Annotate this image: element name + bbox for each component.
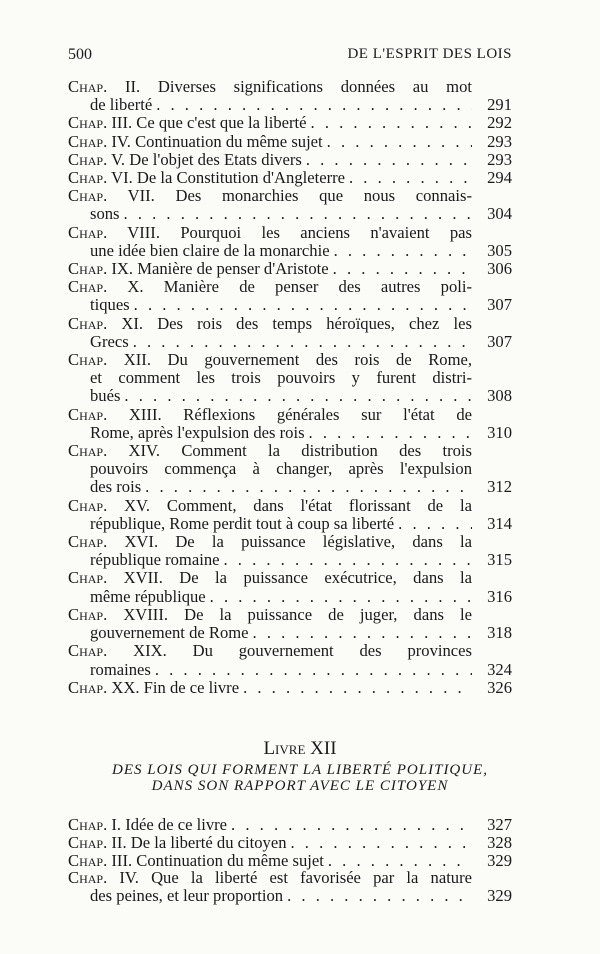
toc-line-text (68, 186, 472, 205)
chapter-number: XIV. (128, 441, 161, 461)
chapter-number: III. (111, 850, 133, 870)
toc-line (68, 242, 512, 260)
page-reference: 329 (487, 886, 512, 906)
chapter-label: Chap. (68, 815, 108, 834)
chapter-title-text: Continuation du même sujet (136, 850, 324, 870)
chapter-title-text: sons (90, 204, 120, 224)
page-reference: 308 (487, 386, 512, 406)
toc-line (68, 278, 512, 296)
toc-line (68, 133, 512, 151)
chapter-number: XIII. (128, 404, 162, 424)
page-reference: 315 (487, 550, 512, 570)
chapter-title-text: Diverses significations données au mot (157, 77, 472, 96)
chapter-title-text: romaines (90, 659, 151, 679)
dot-leader (398, 515, 472, 533)
toc-entry (68, 260, 512, 278)
toc-line (68, 205, 512, 223)
chapter-title-text: Rome, après l'expulsion des rois (90, 422, 305, 442)
chapter-title-text: Ce que c'est que la liberté (136, 113, 307, 133)
toc-line-text (90, 242, 330, 260)
toc-line (68, 224, 512, 242)
toc-line (68, 887, 512, 905)
chapter-label: Chap. (68, 313, 108, 333)
toc-entry (68, 187, 512, 223)
chapter-title-text: De la puissance de juger, dans le (184, 604, 472, 624)
toc-line (68, 460, 512, 478)
toc-line-text (90, 515, 394, 533)
toc-line-text (68, 834, 287, 852)
chapter-number: XX. (111, 677, 140, 697)
chapter-title-text: Grecs (90, 331, 129, 351)
dot-leader (134, 296, 472, 314)
chapter-number: VI. (111, 168, 133, 188)
toc-line (68, 624, 512, 642)
chapter-title-text: Réflexions générales sur l'état de (183, 404, 472, 424)
toc-line (68, 642, 512, 660)
toc-line (68, 497, 512, 515)
chapter-title-text: des rois (90, 477, 142, 497)
toc-line (68, 834, 512, 852)
chapter-label: Chap. (68, 350, 108, 370)
toc-entry (68, 151, 512, 169)
chapter-number: VII. (127, 186, 155, 206)
chapter-label: Chap. (68, 641, 108, 661)
chapter-number: XVI. (124, 532, 159, 552)
chapter-title-text: Des monarchies que nous connais- (175, 186, 472, 206)
toc-line-text (68, 868, 472, 887)
book-subtitle (0, 762, 600, 794)
toc-line-text (90, 296, 130, 314)
toc-entry (68, 852, 512, 870)
toc-line (68, 679, 512, 697)
chapter-number: IV. (111, 131, 131, 151)
chapter-number: XVII. (123, 568, 163, 588)
toc-entry (68, 834, 512, 852)
toc-line (68, 333, 512, 351)
chapter-title-text: Comment, dans l'état florissant de la (166, 495, 472, 515)
chapter-label: Chap. (68, 495, 108, 515)
page-reference: 306 (487, 259, 512, 279)
chapter-title-text: De la Constitution d'Angleterre (136, 168, 345, 188)
page-reference: 293 (487, 131, 512, 151)
chapter-label: Chap. (68, 77, 108, 96)
chapter-title-text: Que la liberté est favorisée par la nature (151, 868, 472, 888)
subtitle-line: DES LOIS QUI FORMENT LA LIBERTÉ POLITIQUE, (111, 762, 489, 778)
toc-line-text (68, 114, 307, 132)
chapter-label: Chap. (68, 868, 108, 888)
dot-leader (311, 114, 472, 132)
chapter-title-text: De la puissance législative, dans la (175, 532, 472, 552)
chapter-title-text: des peines, et leur proportion (90, 886, 284, 906)
chapter-label: Chap. (68, 568, 108, 588)
toc-line (68, 478, 512, 496)
toc-line (68, 315, 512, 333)
toc-line-text (68, 441, 472, 460)
chapter-number: IV. (119, 868, 139, 888)
toc-line-text (90, 887, 283, 905)
page-reference: 329 (487, 850, 512, 870)
chapter-title-text: de liberté (90, 95, 153, 115)
toc-line-text (68, 350, 472, 369)
chapter-label: Chap. (68, 441, 108, 461)
chapter-title-text: Du gouvernement des provinces (192, 641, 472, 661)
chapter-number: I. (111, 815, 122, 834)
chapter-number: IX. (111, 259, 134, 279)
chapter-label: Chap. (68, 277, 108, 297)
toc-entry (68, 169, 512, 187)
toc-entry (68, 133, 512, 151)
toc-line-text (68, 314, 472, 333)
page-reference: 292 (487, 113, 512, 133)
page-reference: 326 (487, 677, 512, 697)
chapter-number: VIII. (127, 222, 160, 242)
chapter-title-text: une idée bien claire de la monarchie (90, 240, 330, 260)
page-reference: 307 (487, 295, 512, 315)
dot-leader (231, 816, 472, 834)
dot-leader (306, 151, 472, 169)
book-heading (0, 738, 600, 760)
dot-leader (327, 133, 472, 151)
chapter-label: Chap. (68, 832, 108, 852)
chapter-number: XIX. (133, 641, 167, 661)
toc-line (68, 151, 512, 169)
chapter-label: Chap. (68, 131, 108, 151)
dot-leader (349, 169, 472, 187)
toc-line (68, 424, 512, 442)
page-reference: 316 (487, 586, 512, 606)
chapter-title-text: De la puissance exécutrice, dans la (179, 568, 472, 588)
toc-line (68, 369, 512, 387)
dot-leader (124, 205, 472, 223)
toc-entry (68, 406, 512, 442)
chapter-label: Chap. (68, 532, 108, 552)
chapter-title-text: et comment les trois pouvoirs y furent distri- (90, 368, 472, 388)
toc-entry (68, 679, 512, 697)
chapter-title-text: Pourquoi les anciens n'avaient pas (180, 222, 472, 242)
chapter-title-text: Du gouvernement des rois de Rome, (167, 350, 472, 370)
table-of-contents-book-11 (68, 78, 512, 697)
toc-line-text (68, 77, 472, 96)
chapter-title-text: république romaine (90, 550, 220, 570)
toc-line-text (68, 568, 472, 587)
chapter-label: Chap. (68, 149, 108, 169)
chapter-label: Chap. (68, 186, 108, 206)
chapter-number: V. (111, 149, 126, 169)
chapter-label: Chap. (68, 259, 108, 279)
running-title: DE L'ESPRIT DES LOIS (347, 46, 512, 62)
toc-line (68, 661, 512, 679)
chapter-number: III. (111, 113, 133, 133)
toc-line (68, 260, 512, 278)
toc-entry (68, 816, 512, 834)
page-header (68, 46, 512, 68)
chapter-number: XII. (123, 350, 151, 370)
toc-entry (68, 533, 512, 569)
chapter-label: Chap. (68, 222, 108, 242)
chapter-title-text: Idée de ce livre (125, 815, 228, 834)
toc-line-text (68, 133, 323, 151)
toc-entry (68, 497, 512, 533)
toc-line-text (68, 532, 472, 551)
chapter-number: XI. (121, 313, 144, 333)
chapter-title-text: pouvoirs commença à changer, après l'expulsion (90, 459, 472, 479)
toc-entry (68, 315, 512, 351)
dot-leader (124, 387, 472, 405)
dot-leader (210, 588, 472, 606)
toc-entry (68, 642, 512, 678)
dot-leader (287, 887, 472, 905)
chapter-title-text: tiques (90, 295, 130, 315)
toc-line (68, 515, 512, 533)
toc-line (68, 569, 512, 587)
dot-leader (334, 242, 472, 260)
chapter-title-text: Manière de penser d'Aristote (137, 259, 329, 279)
chapter-label: Chap. (68, 113, 108, 133)
toc-line-text (90, 205, 120, 223)
toc-line (68, 606, 512, 624)
toc-line-text (68, 641, 472, 660)
toc-line-text (68, 260, 329, 278)
page-reference: 318 (487, 623, 512, 643)
toc-line-text (68, 496, 472, 515)
toc-line (68, 78, 512, 96)
toc-line-text (68, 151, 302, 169)
dot-leader (253, 624, 472, 642)
toc-line-text (68, 405, 472, 424)
toc-entry (68, 442, 512, 497)
toc-line-text (90, 624, 249, 642)
page-reference: 294 (487, 168, 512, 188)
dot-leader (243, 679, 472, 697)
toc-line-text (68, 169, 345, 187)
toc-line-text (68, 277, 472, 296)
dot-leader (155, 661, 472, 679)
book-label: Livre (263, 738, 306, 759)
chapter-title-text: Comment la distribution des trois (181, 441, 472, 461)
toc-line (68, 387, 512, 405)
dot-leader (309, 424, 472, 442)
toc-entry (68, 606, 512, 642)
toc-line (68, 852, 512, 870)
toc-line-text (90, 661, 151, 679)
toc-line-text (90, 96, 152, 114)
book-number: XII (310, 738, 337, 759)
toc-line-text (90, 387, 120, 405)
chapter-number: XV. (124, 495, 151, 515)
dot-leader (223, 551, 472, 569)
page-reference: 307 (487, 331, 512, 351)
chapter-number: II. (124, 77, 141, 96)
toc-entry (68, 78, 512, 114)
chapter-title-text: Manière de penser des autres poli- (163, 277, 472, 297)
chapter-title-text: république, Rome perdit tout à coup sa liberté (90, 513, 395, 533)
toc-entry (68, 569, 512, 605)
toc-line (68, 588, 512, 606)
chapter-title-text: De la liberté du citoyen (130, 832, 287, 852)
toc-line (68, 869, 512, 887)
dot-leader (145, 478, 472, 496)
chapter-number: II. (111, 832, 127, 852)
toc-line-text (90, 459, 472, 478)
chapter-title-text: bués (90, 386, 121, 406)
toc-entry (68, 869, 512, 905)
dot-leader (333, 260, 472, 278)
toc-entry (68, 224, 512, 260)
toc-line-text (68, 816, 227, 834)
dot-leader (133, 333, 472, 351)
page-reference: 324 (487, 659, 512, 679)
page-reference: 314 (487, 513, 512, 533)
toc-line-text (90, 368, 472, 387)
page-reference: 312 (487, 477, 512, 497)
toc-line (68, 169, 512, 187)
page-reference: 327 (487, 815, 512, 834)
page-reference: 328 (487, 832, 512, 852)
toc-line (68, 533, 512, 551)
toc-line (68, 296, 512, 314)
toc-line-text (68, 605, 472, 624)
toc-line-text (90, 478, 141, 496)
table-of-contents-book-12 (68, 816, 512, 905)
toc-line (68, 406, 512, 424)
page-reference: 291 (487, 95, 512, 115)
toc-line-text (90, 551, 219, 569)
chapter-title-text: Continuation du même sujet (135, 131, 323, 151)
toc-line-text (68, 679, 239, 697)
dot-leader (291, 834, 473, 852)
page-number: 500 (68, 46, 92, 63)
chapter-title-text: gouvernement de Rome (90, 623, 249, 643)
toc-line (68, 96, 512, 114)
dot-leader (328, 852, 472, 870)
toc-line-text (90, 588, 206, 606)
toc-line (68, 351, 512, 369)
chapter-label: Chap. (68, 677, 108, 697)
chapter-label: Chap. (68, 168, 108, 188)
subtitle-line: DANS SON RAPPORT AVEC LE CITOYEN (151, 778, 449, 794)
toc-line (68, 551, 512, 569)
chapter-number: XVIII. (123, 604, 169, 624)
toc-line-text (68, 223, 472, 242)
toc-line-text (90, 333, 129, 351)
chapter-label: Chap. (68, 604, 108, 624)
toc-line (68, 816, 512, 834)
toc-line-text (90, 424, 305, 442)
chapter-title-text: Fin de ce livre (143, 677, 240, 697)
page-reference: 293 (487, 149, 512, 169)
toc-line-text (68, 852, 324, 870)
toc-entry (68, 114, 512, 132)
chapter-label: Chap. (68, 404, 108, 424)
page-reference: 310 (487, 422, 512, 442)
toc-line (68, 114, 512, 132)
toc-entry (68, 351, 512, 406)
chapter-number: X. (127, 277, 144, 297)
dot-leader (156, 96, 472, 114)
chapter-title-text: De l'objet des Etats divers (129, 149, 302, 169)
toc-entry (68, 278, 512, 314)
chapter-label: Chap. (68, 850, 108, 870)
toc-line (68, 442, 512, 460)
chapter-title-text: Des rois des temps héroïques, chez les (157, 313, 472, 333)
page-reference: 305 (487, 240, 512, 260)
toc-line (68, 187, 512, 205)
chapter-title-text: même république (90, 586, 206, 606)
page-reference: 304 (487, 204, 512, 224)
